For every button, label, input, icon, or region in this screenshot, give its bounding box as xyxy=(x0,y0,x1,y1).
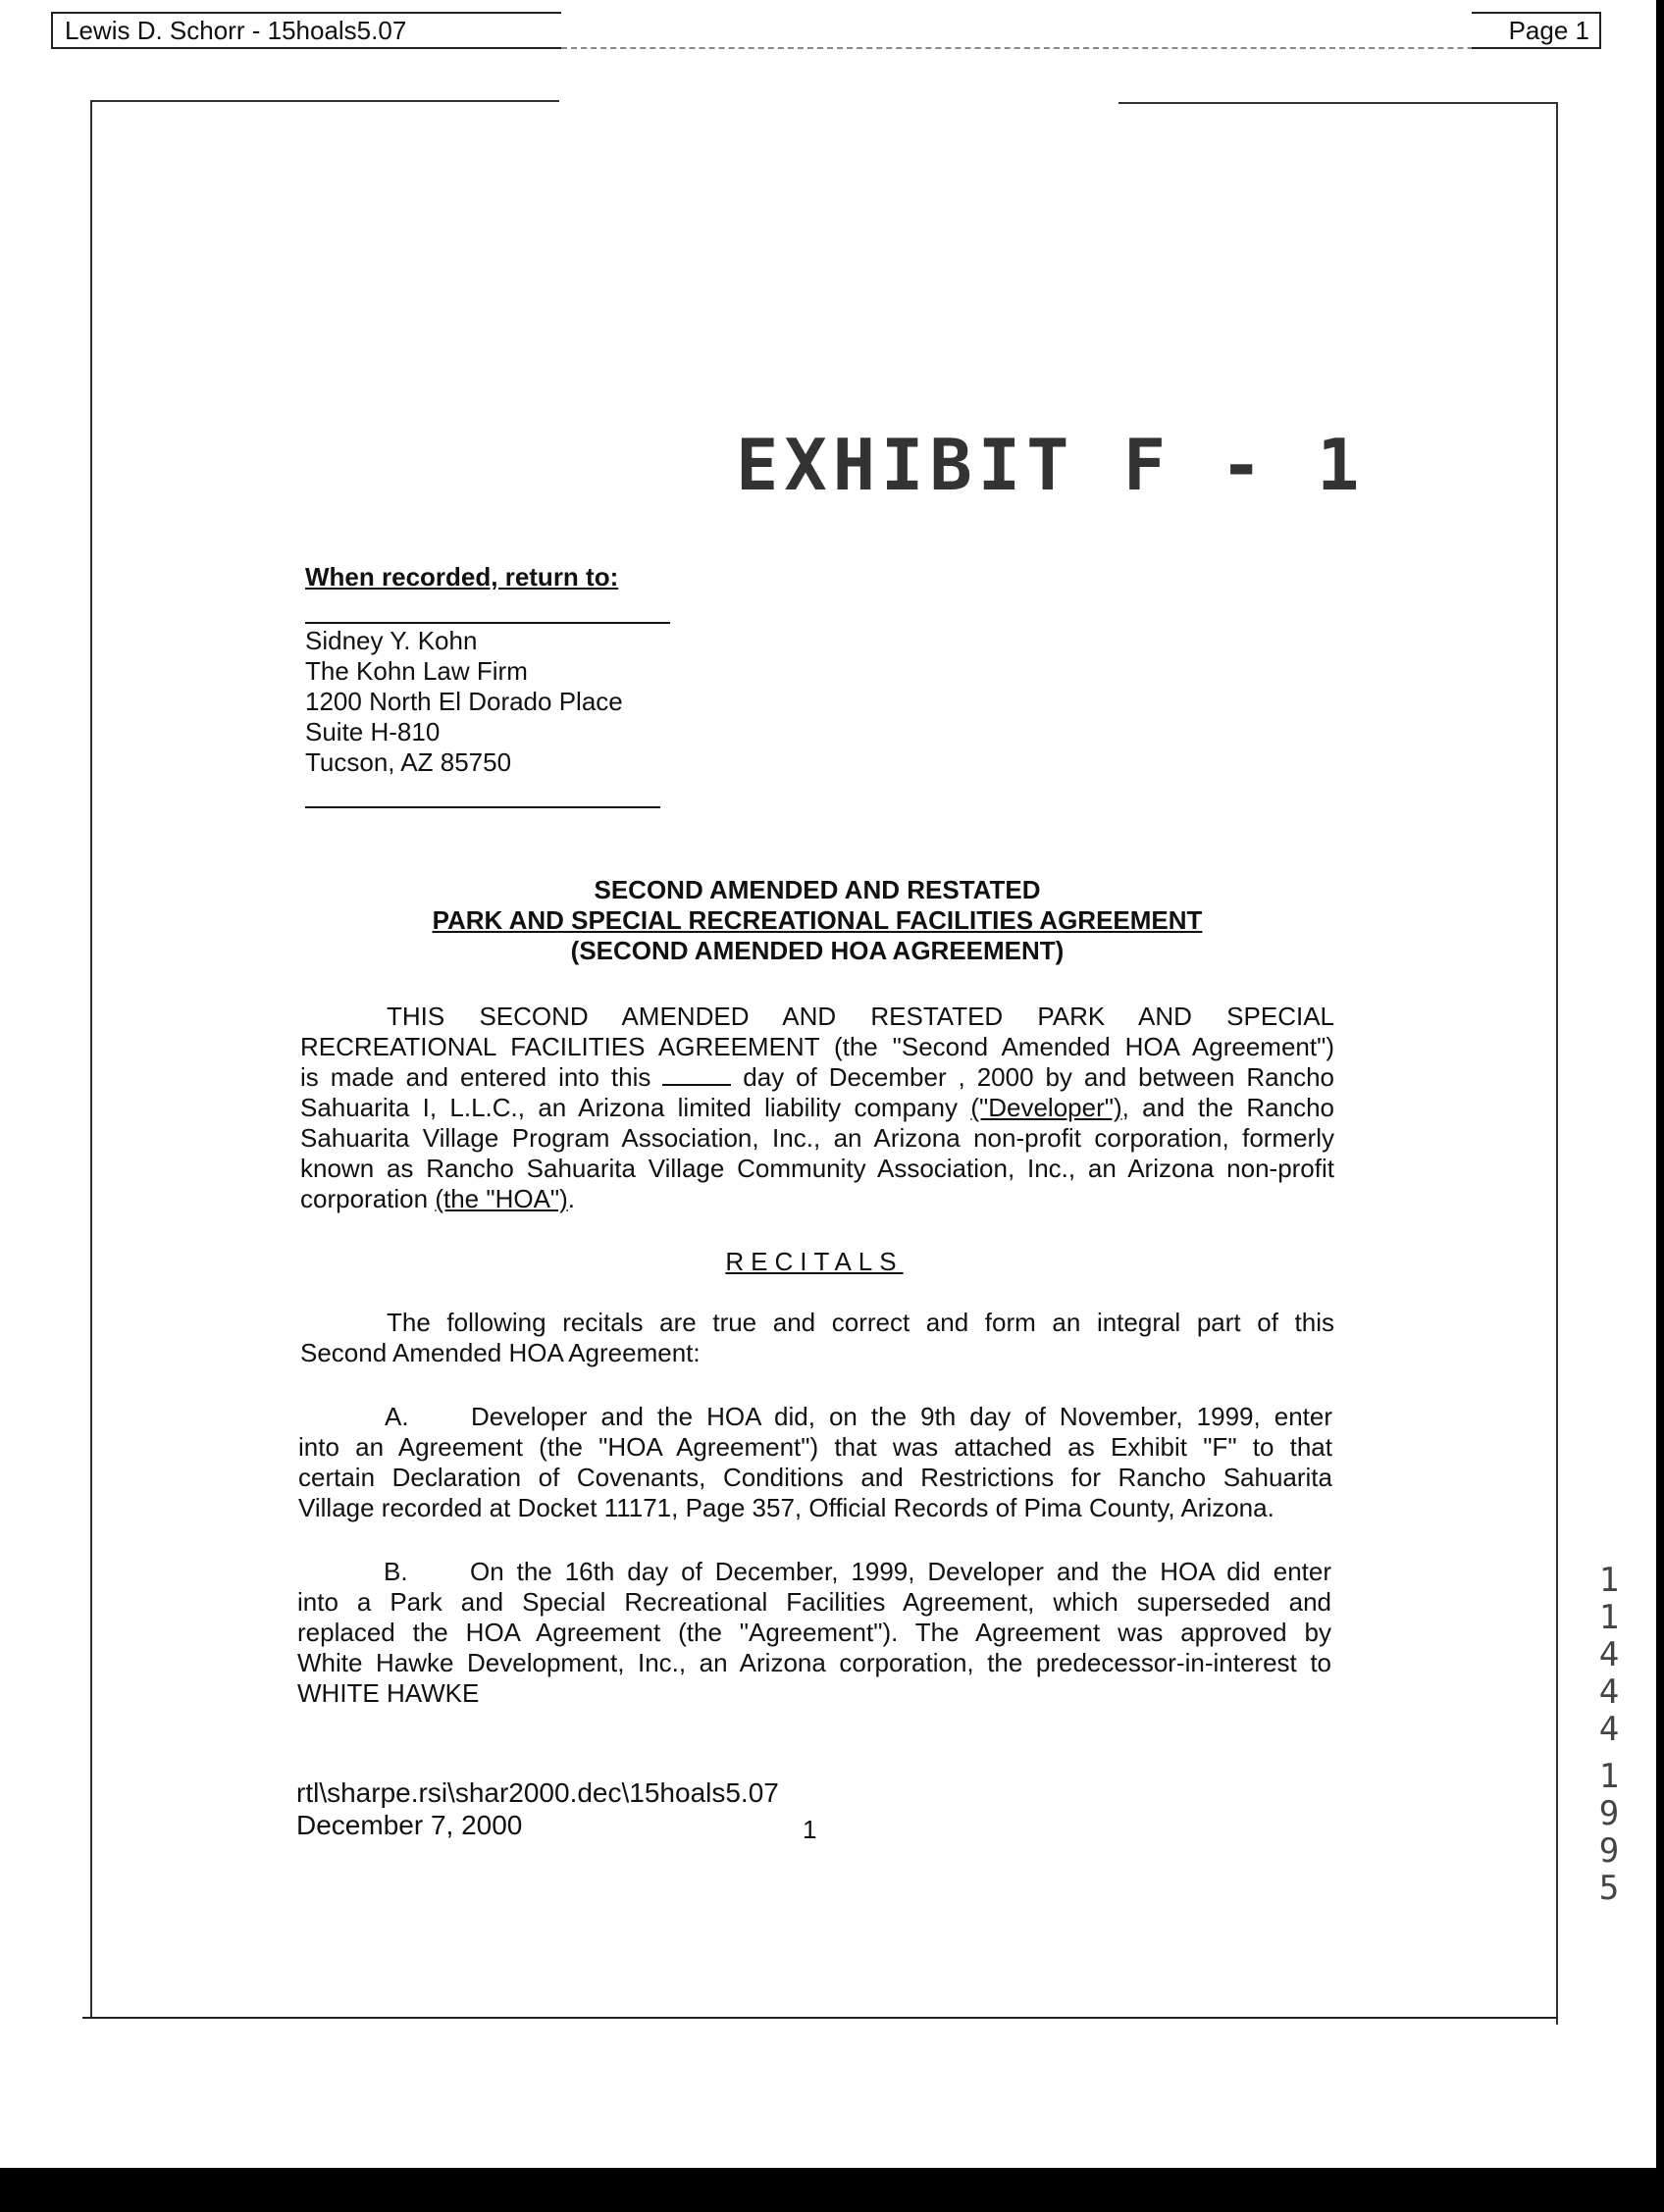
return-line: Tucson, AZ 85750 xyxy=(305,747,512,777)
return-line: 1200 North El Dorado Place xyxy=(305,687,623,716)
page-number: 1 xyxy=(803,1815,817,1844)
recitals-heading: RECITALS xyxy=(725,1247,904,1276)
return-heading: When recorded, return to: xyxy=(305,562,619,592)
intro-line-5: Sahuarita Village Program Association, Inc., an Arizona non-profit corporation, formerly xyxy=(300,1123,1334,1153)
recital-a-line-1-text: Developer and the HOA did, on the 9th day of November, 1999, enter xyxy=(471,1402,1332,1431)
margin-number: 1 xyxy=(1598,1598,1620,1637)
margin-number: 4 xyxy=(1598,1672,1620,1712)
margin-number: 9 xyxy=(1598,1794,1620,1833)
recital-b-label: B. xyxy=(384,1557,408,1586)
recital-a-line-3: certain Declaration of Covenants, Conditions and Restrictions for Rancho Sahuarita xyxy=(298,1463,1332,1492)
recitals-lead xyxy=(300,1308,1334,1368)
header-page-label: Page 1 xyxy=(1508,16,1589,45)
intro-line-4 xyxy=(300,1093,1334,1123)
exhibit-stamp: EXHIBIT F - 1 xyxy=(736,424,1366,506)
margin-number: 5 xyxy=(1598,1869,1620,1908)
recitals-lead-1: The following recitals are true and correct and form an integral part of this xyxy=(387,1308,1334,1337)
hoa-term: (the "HOA") xyxy=(435,1184,568,1213)
title-line-2: PARK AND SPECIAL RECREATIONAL FACILITIES AGREEMENT xyxy=(432,905,1203,935)
developer-term: ("Developer") xyxy=(970,1093,1122,1122)
intro-line-7 xyxy=(300,1184,1334,1214)
margin-number: 9 xyxy=(1598,1831,1620,1871)
intro-line-2: RECREATIONAL FACILITIES AGREEMENT (the "Second Amended HOA Agreement") xyxy=(300,1032,1334,1061)
document-title xyxy=(294,875,1340,966)
return-rule-top xyxy=(305,622,670,624)
intro-line-3a: is made and entered into this xyxy=(300,1062,651,1092)
intro-line-4a: Sahuarita I, L.L.C., an Arizona limited liability company xyxy=(300,1093,958,1122)
return-rule-bottom xyxy=(305,806,660,808)
title-line-3: (SECOND AMENDED HOA AGREEMENT) xyxy=(570,936,1065,965)
recital-a-line-2: into an Agreement (the "HOA Agreement") that was attached as Exhibit "F" to that xyxy=(298,1432,1332,1462)
intro-line-7a: corporation xyxy=(300,1184,429,1213)
scan-edge-right xyxy=(1656,0,1664,2212)
recital-b-line-5: WHITE HAWKE xyxy=(297,1678,480,1708)
scan-edge-bottom xyxy=(0,2168,1664,2212)
recital-b xyxy=(297,1557,1331,1709)
recital-b-line-4: White Hawke Development, Inc., an Arizona corporation, the predecessor-in-interest to xyxy=(297,1648,1331,1677)
margin-number: 1 xyxy=(1598,1757,1620,1796)
intro-line-6: known as Rancho Sahuarita Village Community Association, Inc., an Arizona non-profit xyxy=(300,1154,1334,1183)
return-line: The Kohn Law Firm xyxy=(305,656,528,686)
recital-b-line-3: replaced the HOA Agreement (the "Agreement"). The Agreement was approved by xyxy=(297,1618,1331,1647)
intro-line-4c: , and the Rancho xyxy=(1121,1093,1334,1122)
footer-date: December 7, 2000 xyxy=(296,1810,523,1840)
frame-right xyxy=(1556,102,1558,2025)
recital-b-line-1 xyxy=(297,1557,1331,1587)
recital-a-line-1 xyxy=(298,1402,1332,1432)
blank-line xyxy=(662,1084,731,1086)
margin-number: 4 xyxy=(1598,1635,1620,1674)
margin-number: 4 xyxy=(1598,1710,1620,1749)
recitals-lead-2: Second Amended HOA Agreement: xyxy=(300,1338,701,1367)
frame-left xyxy=(90,102,92,2017)
title-line-1: SECOND AMENDED AND RESTATED xyxy=(594,875,1041,904)
header-divider xyxy=(561,47,1591,49)
frame-top-right xyxy=(1118,102,1556,104)
recital-b-line-1-text: On the 16th day of December, 1999, Developer and the HOA did enter xyxy=(470,1557,1331,1586)
recital-a xyxy=(298,1402,1332,1523)
header-file-label: Lewis D. Schorr - 15hoals5.07 xyxy=(65,16,407,45)
header-left-box xyxy=(51,12,561,49)
frame-bottom xyxy=(82,2017,1558,2019)
intro-line-1: THIS SECOND AMENDED AND RESTATED PARK AND SPECIAL xyxy=(387,1002,1334,1031)
return-line: Sidney Y. Kohn xyxy=(305,626,478,655)
intro-paragraph xyxy=(300,1002,1334,1214)
intro-line-3b: day of December , 2000 by and between Rancho xyxy=(743,1062,1334,1092)
return-line: Suite H-810 xyxy=(305,717,441,746)
frame-top-left xyxy=(90,100,559,102)
recital-a-line-4: Village recorded at Docket 11171, Page 357, Official Records of Pima County, Arizona. xyxy=(298,1493,1274,1522)
return-address xyxy=(305,626,623,778)
footer-path: rtl\sharpe.rsi\shar2000.dec\15hoals5.07 xyxy=(296,1777,779,1808)
margin-stamp-numbers xyxy=(1589,1562,1629,1907)
header-page-box xyxy=(1472,12,1601,49)
recital-a-label: A. xyxy=(385,1402,409,1431)
recital-b-line-2: into a Park and Special Recreational Facilities Agreement, which superseded and xyxy=(297,1587,1331,1617)
intro-line-3 xyxy=(300,1062,1334,1093)
margin-number: 1 xyxy=(1598,1561,1620,1600)
intro-line-7c: . xyxy=(567,1184,576,1213)
